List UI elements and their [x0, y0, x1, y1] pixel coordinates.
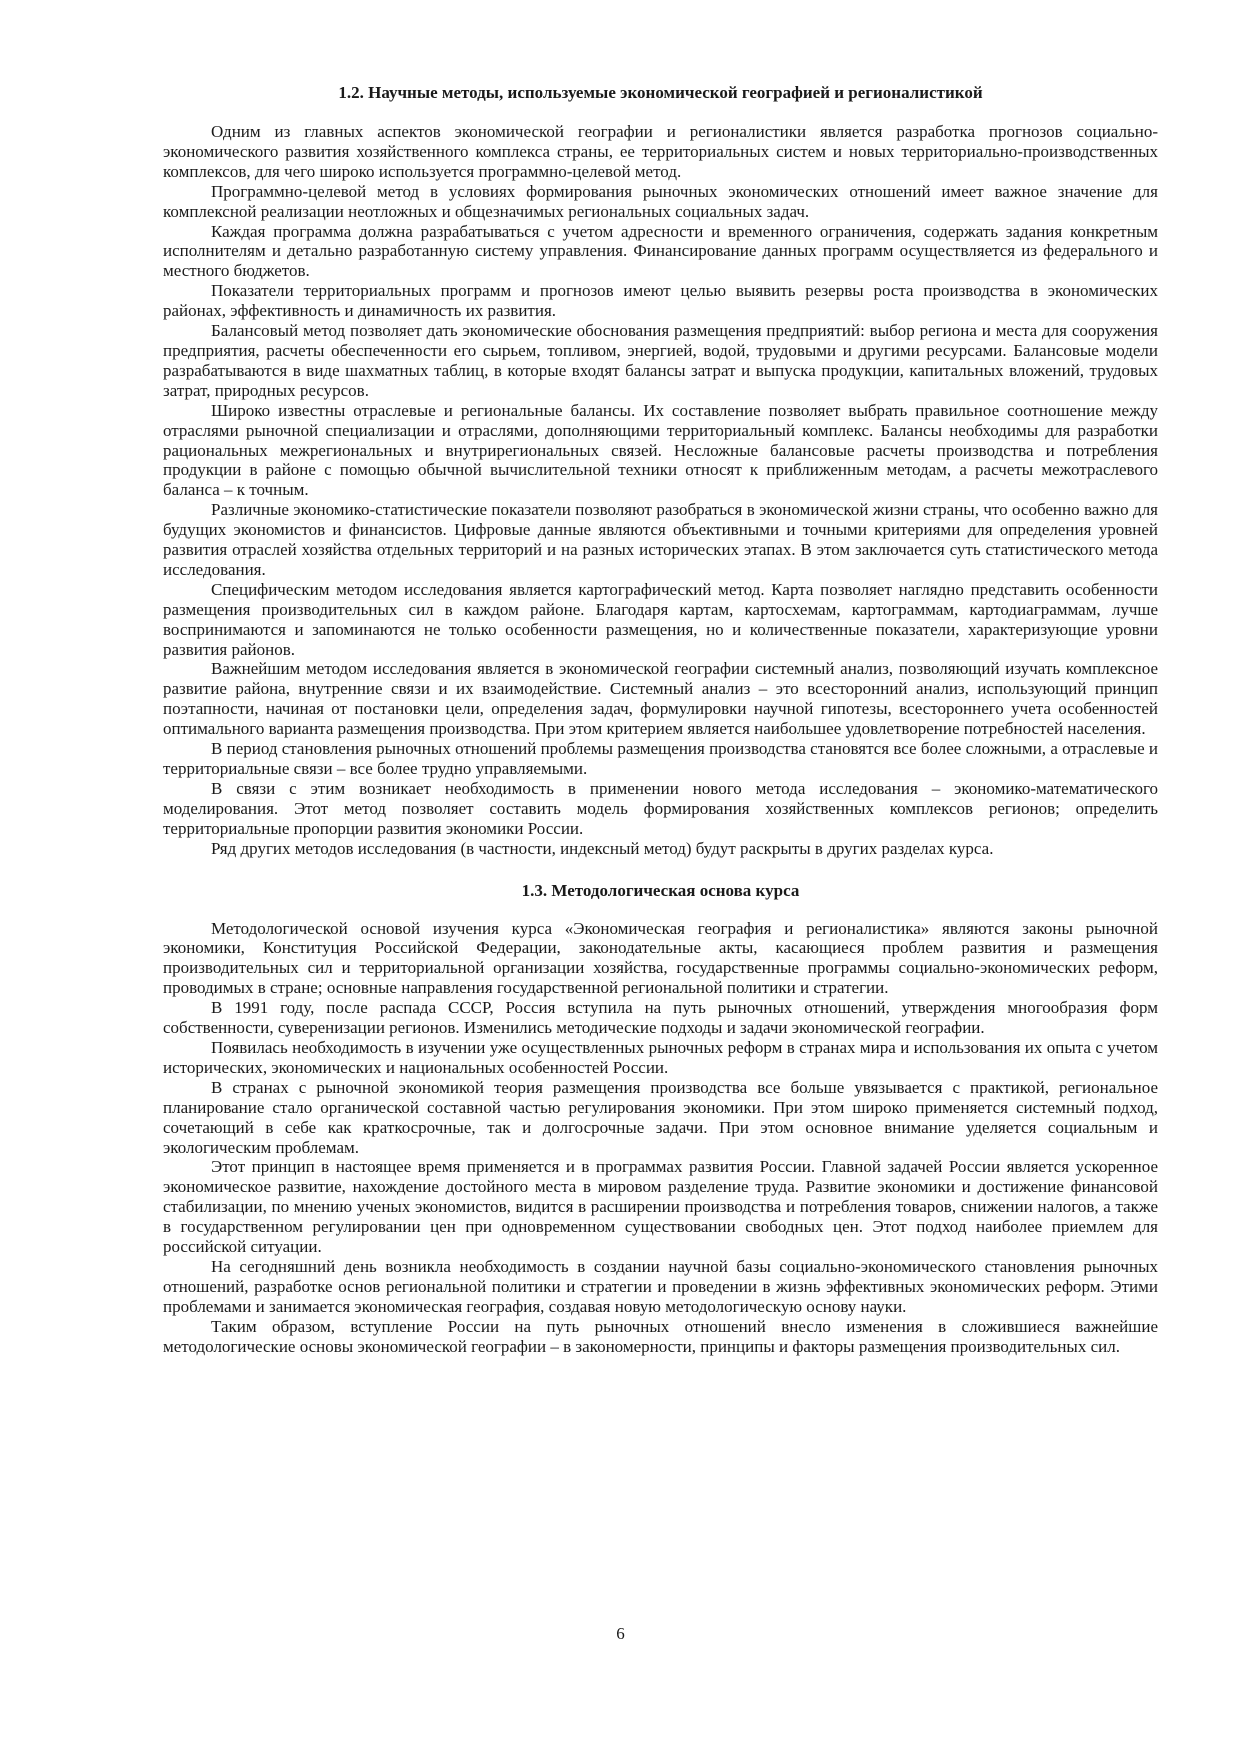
paragraph: В связи с этим возникает необходимость в применении нового метода исследования – экономико-математического моделирования. Этот метод позволяет составить модель формирования хозяйственных комплексов регионов; определить территориальные пропорции развития экономики России. — [163, 778, 1158, 838]
paragraph: В 1991 году, после распада СССР, Россия вступила на путь рыночных отношений, утверждения многообразия форм собственности, суверенизации регионов. Изменились методические подходы и задачи экономической географии. — [163, 998, 1158, 1038]
section-title-1-2: 1.2. Научные методы, используемые экономической географией и регионалистикой — [338, 83, 983, 102]
paragraph: Балансовый метод позволяет дать экономические обоснования размещения предприятий: выбор региона и места для сооружения предприятия, расчеты обеспеченности его сырьем, топливом, энергией, водой, трудовыми и другими ресурсами. Балансовые модели разрабатываются в виде шахматных таблиц, в которые входят балансы затрат и выпуска продукции, капитальных вложений, трудовых затрат, природных ресурсов. — [163, 321, 1158, 400]
paragraph: Широко известны отраслевые и региональные балансы. Их составление позволяет выбрать правильное соотношение между отраслями рыночной специализации и отраслями, дополняющими территориальный комплекс. Балансы необходимы для разработки рациональных межрегиональных и внутрирегиональных связей. Несложные балансовые расчеты производства и потребления продукции в районе с помощью обычной вычислительной техники относят к приближенным методам, а расчеты межотраслевого баланса – к точным. — [163, 400, 1158, 500]
paragraph: Показатели территориальных программ и прогнозов имеют целью выявить резервы роста производства в экономических районах, эффективность и динамичность их развития. — [163, 281, 1158, 321]
paragraph: Каждая программа должна разрабатываться с учетом адресности и временного ограничения, содержать задания конкретным исполнителям и детально разработанную систему управления. Финансирование данных программ осуществляется из федерального и местного бюджетов. — [163, 221, 1158, 281]
paragraph: Таким образом, вступление России на путь рыночных отношений внесло изменения в сложившиеся важнейшие методологические основы экономической географии – в закономерности, принципы и факторы размещения производительных сил. — [163, 1316, 1158, 1356]
document-page — [163, 82, 1158, 1356]
section-body-1-2 — [163, 122, 1158, 859]
section-body-1-3 — [163, 919, 1158, 1357]
paragraph: В странах с рыночной экономикой теория размещения производства все больше увязывается с практикой, региональное планирование стало органической составной частью регулирования экономики. При этом широко применяется системный подход, сочетающий в себе как краткосрочные, так и долгосрочные задачи. При этом основное внимание уделяется социальным и экологическим проблемам. — [163, 1077, 1158, 1157]
paragraph: Появилась необходимость в изучении уже осуществленных рыночных реформ в странах мира и использования их опыта с учетом исторических, экономических и национальных особенностей России. — [163, 1037, 1158, 1077]
paragraph: Специфическим методом исследования является картографический метод. Карта позволяет наглядно представить особенности размещения производительных сил в каждом районе. Благодаря картам, картосхемам, картограммам, картодиаграммам, лучше воспринимаются и запоминаются не только особенности размещения, но и количественные показатели, характеризующие уровни развития районов. — [163, 579, 1158, 659]
paragraph: В период становления рыночных отношений проблемы размещения производства становятся все более сложными, а отраслевые и территориальные связи – все более трудно управляемыми. — [163, 739, 1158, 778]
paragraph: На сегодняшний день возникла необходимость в создании научной базы социально-экономического становления рыночных отношений, разработке основ региональной политики и стратегии и проведении в жизнь эффективных экономических реформ. Этими проблемами и занимается экономическая география, создавая новую методологическую основу науки. — [163, 1256, 1158, 1316]
paragraph: Методологической основой изучения курса «Экономическая география и регионалистика» являются законы рыночной экономики, Конституция Российской Федерации, законодательные акты, касающиеся проблем развития и размещения производительных сил и территориальной организации хозяйства, государственные программы социально-экономических реформ, проводимых в стране; основные направления государственной региональной политики и стратегии. — [163, 918, 1158, 998]
paragraph: Программно-целевой метод в условиях формирования рыночных экономических отношений имеет важное значение для комплексной реализации неотложных и общезначимых региональных социальных задач. — [163, 181, 1158, 221]
paragraph: Важнейшим методом исследования является в экономической географии системный анализ, позволяющий изучать комплексное развитие района, внутренние связи и их взаимодействие. Системный анализ – это всесторонний анализ, использующий принцип поэтапности, начиная от постановки цели, определения задач, формулировки научной гипотезы, всестороннего учета особенностей оптимального варианта размещения производства. При этом критерием является наибольшее удовлетворение потребностей населения. — [163, 659, 1158, 739]
paragraph: Ряд других методов исследования (в частности, индексный метод) будут раскрыты в других разделах курса. — [211, 838, 994, 858]
section-title-1-3: 1.3. Методологическая основа курса — [521, 880, 800, 900]
paragraph: Различные экономико-статистические показатели позволяют разобраться в экономической жизни страны, что особенно важно для будущих экономистов и финансистов. Цифровые данные являются объективными и точными критериями для определения уровней развития отраслей хозяйства отдельных территорий и на разных исторических этапах. В этом заключается суть статистического метода исследования. — [163, 500, 1158, 579]
paragraph: Этот принцип в настоящее время применяется и в программах развития России. Главной задачей России является ускоренное экономическое развитие, нахождение достойного места в мировом разделение труда. Развитие экономики и достижение финансовой стабилизации, по мнению ученых экономистов, видится в расширении производства и потребления товаров, снижении налогов, а также в государственном регулировании цен при одновременном существовании свободных цен. Этот подход наиболее приемлем для российской ситуации. — [163, 1157, 1158, 1257]
page-number: 6 — [616, 1624, 625, 1643]
paragraph: Одним из главных аспектов экономической географии и регионалистики является разработка прогнозов социально-экономического развития хозяйственного комплекса страны, ее территориальных систем и новых территориально-производственных комплексов, для чего широко используется программно-целевой метод. — [163, 122, 1158, 181]
